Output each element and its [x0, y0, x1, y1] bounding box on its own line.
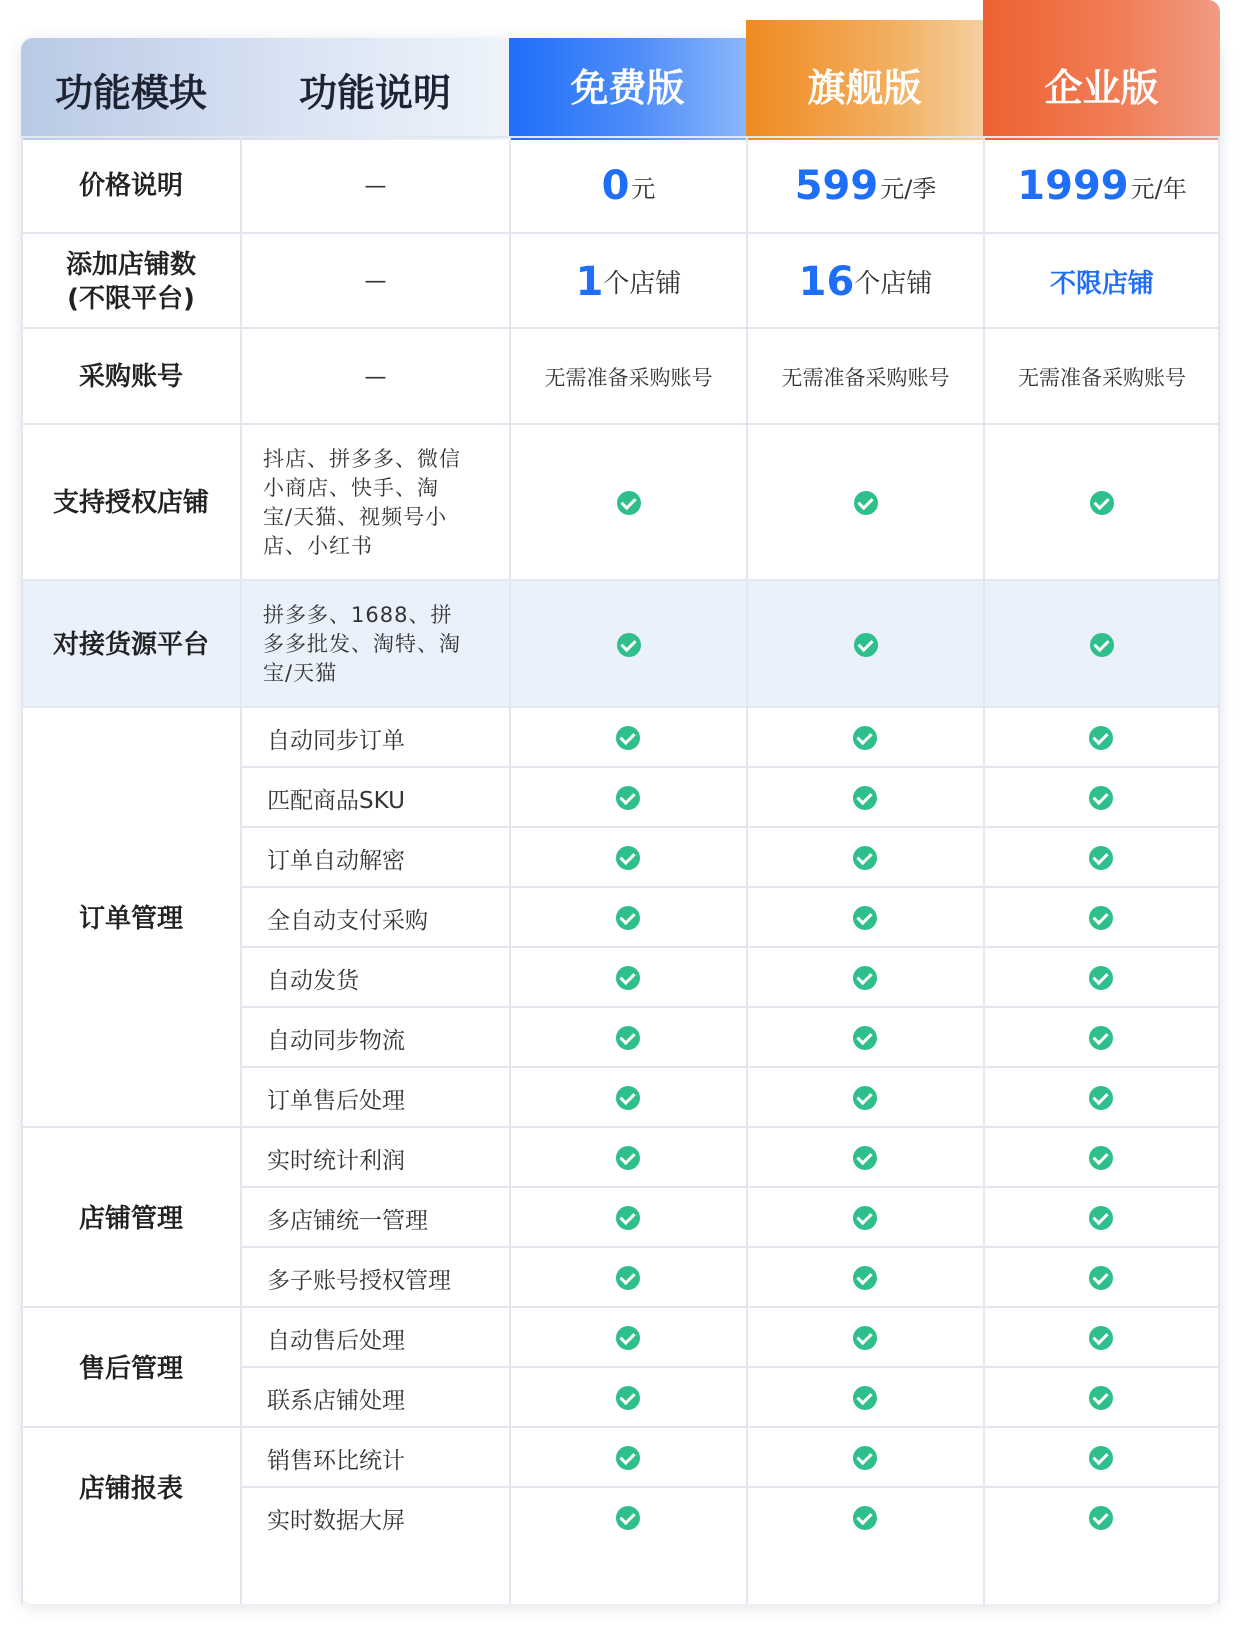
feature-flagship	[746, 888, 983, 948]
feature-name: 自动售后处理	[267, 1327, 405, 1354]
auth-desc-text: 抖店、拼多多、微信 小商店、快手、淘 宝/天猫、视频号小 店、小红书	[263, 447, 461, 558]
shops-enterprise	[984, 234, 1220, 329]
check-circle-icon	[853, 1146, 877, 1170]
check-circle-icon	[616, 966, 640, 990]
check-circle-icon	[616, 1146, 640, 1170]
account-text: 无需准备采购账号	[781, 366, 950, 390]
feature-enterprise	[983, 1068, 1219, 1128]
feature-flagship	[746, 948, 983, 1008]
feature-enterprise	[983, 1008, 1219, 1068]
check-circle-icon	[616, 1206, 640, 1230]
check-circle-icon	[616, 1386, 640, 1410]
feature-free	[509, 1368, 746, 1428]
row-desc	[241, 425, 510, 581]
check-circle-icon	[853, 1386, 877, 1410]
check-circle-icon	[1089, 1326, 1113, 1350]
feature-row	[241, 1366, 1220, 1428]
auth-enterprise	[984, 425, 1220, 581]
feature-name: 订单自动解密	[267, 847, 405, 874]
account-flagship	[747, 329, 984, 425]
feature-enterprise	[983, 1308, 1219, 1368]
row-desc	[241, 234, 510, 329]
feature-name: 匹配商品SKU	[267, 787, 405, 814]
account-enterprise	[984, 329, 1220, 425]
feature-free	[509, 1248, 746, 1308]
check-circle-icon	[853, 966, 877, 990]
check-circle-icon	[853, 1026, 877, 1050]
feature-flagship	[746, 1248, 983, 1308]
price-free	[510, 138, 747, 234]
check-circle-icon	[1089, 1506, 1113, 1530]
feature-flagship	[746, 1008, 983, 1068]
plan-header-free[interactable]	[509, 38, 746, 140]
feature-row	[241, 1246, 1220, 1308]
plan-header-enterprise[interactable]	[983, 0, 1220, 140]
check-circle-icon	[1089, 1386, 1113, 1410]
check-circle-icon	[1090, 633, 1114, 657]
feature-free	[509, 1128, 746, 1188]
group-label: 订单管理	[78, 903, 183, 934]
shops-free	[510, 234, 747, 329]
check-circle-icon	[616, 1266, 640, 1290]
source-desc-text: 拼多多、1688、拼 多多批发、淘特、淘 宝/天猫	[263, 603, 461, 685]
feature-flagship	[746, 828, 983, 888]
price-value: 1999	[1017, 163, 1129, 209]
price-value: 599	[794, 163, 879, 209]
auth-flagship	[747, 425, 984, 581]
feature-name: 多店铺统一管理	[267, 1207, 428, 1234]
check-circle-icon	[616, 726, 640, 750]
plan-name-flagship: 旗舰版	[807, 66, 922, 110]
row-label: 采购账号	[78, 362, 183, 392]
feature-enterprise	[983, 948, 1219, 1008]
row-account	[21, 327, 1220, 425]
feature-flagship	[746, 1308, 983, 1368]
check-circle-icon	[616, 1026, 640, 1050]
check-circle-icon	[1089, 1206, 1113, 1230]
header-description: 功能说明	[298, 70, 451, 115]
shop-count: 16	[798, 258, 855, 305]
feature-flagship	[746, 1188, 983, 1248]
feature-name: 订单售后处理	[267, 1087, 405, 1114]
account-free	[510, 329, 747, 425]
feature-name: 实时数据大屏	[267, 1507, 405, 1534]
feature-name: 自动同步物流	[267, 1027, 405, 1054]
auth-free	[510, 425, 747, 581]
shops-flagship	[747, 234, 984, 329]
feature-name: 自动发货	[267, 967, 359, 994]
source-flagship	[747, 581, 984, 708]
row-label: 价格说明	[78, 171, 183, 201]
feature-free	[509, 1488, 746, 1548]
feature-row	[241, 1186, 1220, 1248]
feature-flagship	[746, 1488, 983, 1548]
price-value: 0	[601, 163, 630, 209]
check-circle-icon	[617, 633, 641, 657]
check-circle-icon	[853, 726, 877, 750]
feature-row	[241, 826, 1220, 888]
check-circle-icon	[1089, 1446, 1113, 1470]
feature-free	[509, 948, 746, 1008]
plan-name-free: 免费版	[570, 66, 685, 110]
check-circle-icon	[853, 846, 877, 870]
feature-free	[509, 888, 746, 948]
check-circle-icon	[616, 846, 640, 870]
dash: —	[364, 269, 387, 294]
source-free	[510, 581, 747, 708]
shop-unit: 个店铺	[854, 269, 933, 299]
divider	[240, 136, 242, 1604]
check-circle-icon	[617, 491, 641, 515]
check-circle-icon	[853, 1206, 877, 1230]
feature-row	[241, 1306, 1220, 1368]
row-desc	[241, 138, 510, 234]
plan-name-enterprise: 企业版	[1044, 66, 1159, 110]
feature-flagship	[746, 1368, 983, 1428]
row-label: 对接货源平台	[52, 629, 209, 660]
feature-enterprise	[983, 1128, 1219, 1188]
feature-enterprise	[983, 768, 1219, 828]
price-unit: 元/季	[880, 174, 937, 203]
check-circle-icon	[1089, 1026, 1113, 1050]
group-label: 店铺管理	[78, 1203, 183, 1234]
divider	[21, 136, 23, 1604]
feature-enterprise	[983, 1428, 1219, 1488]
header-left	[21, 38, 509, 140]
row-source-platforms	[21, 579, 1220, 708]
feature-enterprise	[983, 1488, 1219, 1548]
row-label: 添加店铺数 (不限平台)	[65, 249, 196, 314]
check-circle-icon	[616, 1326, 640, 1350]
feature-row	[241, 946, 1220, 1008]
feature-name: 自动同步订单	[267, 727, 405, 754]
check-circle-icon	[853, 1086, 877, 1110]
feature-row	[241, 706, 1220, 768]
price-unit: 元	[631, 174, 656, 203]
divider	[746, 136, 748, 1604]
price-enterprise	[984, 138, 1220, 234]
check-circle-icon	[853, 1266, 877, 1290]
source-enterprise	[984, 581, 1220, 708]
check-circle-icon	[1089, 966, 1113, 990]
check-circle-icon	[1089, 1146, 1113, 1170]
check-circle-icon	[1089, 726, 1113, 750]
feature-enterprise	[983, 1188, 1219, 1248]
check-circle-icon	[1089, 906, 1113, 930]
feature-name: 联系店铺处理	[267, 1387, 405, 1414]
check-circle-icon	[853, 1446, 877, 1470]
shop-unit: 个店铺	[603, 269, 682, 299]
feature-name: 销售环比统计	[267, 1447, 405, 1474]
check-circle-icon	[1089, 786, 1113, 810]
check-circle-icon	[854, 633, 878, 657]
feature-flagship	[746, 708, 983, 768]
feature-row	[241, 1426, 1220, 1488]
header-module: 功能模块	[54, 70, 207, 115]
feature-enterprise	[983, 828, 1219, 888]
check-circle-icon	[854, 491, 878, 515]
feature-free	[509, 1428, 746, 1488]
feature-row	[241, 766, 1220, 828]
feature-free	[509, 828, 746, 888]
feature-enterprise	[983, 1248, 1219, 1308]
feature-free	[509, 1008, 746, 1068]
plan-header-flagship[interactable]	[746, 20, 983, 140]
feature-enterprise	[983, 888, 1219, 948]
divider	[983, 136, 985, 1604]
check-circle-icon	[616, 786, 640, 810]
feature-row	[241, 886, 1220, 948]
feature-row	[241, 1006, 1220, 1068]
check-circle-icon	[1089, 1086, 1113, 1110]
row-desc	[241, 329, 510, 425]
feature-flagship	[746, 1428, 983, 1488]
price-flagship	[747, 138, 984, 234]
feature-flagship	[746, 768, 983, 828]
group-label: 店铺报表	[78, 1473, 183, 1504]
account-text: 无需准备采购账号	[544, 366, 713, 390]
feature-row	[241, 1066, 1220, 1128]
row-auth-shops	[21, 423, 1220, 581]
feature-enterprise	[983, 708, 1219, 768]
feature-row	[241, 1486, 1220, 1548]
feature-free	[509, 768, 746, 828]
check-circle-icon	[616, 1446, 640, 1470]
feature-name: 实时统计利润	[267, 1147, 405, 1174]
shop-unlimited: 不限店铺	[1049, 269, 1154, 299]
dash: —	[364, 173, 387, 199]
divider	[1218, 136, 1220, 1604]
feature-name: 多子账号授权管理	[267, 1267, 451, 1294]
divider	[509, 136, 511, 1604]
check-circle-icon	[853, 906, 877, 930]
check-circle-icon	[1089, 846, 1113, 870]
feature-free	[509, 1188, 746, 1248]
shop-count: 1	[575, 258, 604, 305]
feature-free	[509, 708, 746, 768]
feature-flagship	[746, 1068, 983, 1128]
check-circle-icon	[616, 906, 640, 930]
feature-free	[509, 1068, 746, 1128]
price-unit: 元/年	[1130, 174, 1187, 203]
dash: —	[364, 364, 387, 390]
row-desc	[241, 581, 510, 708]
feature-name: 全自动支付采购	[267, 907, 428, 934]
row-label: 支持授权店铺	[52, 488, 209, 518]
check-circle-icon	[616, 1506, 640, 1530]
check-circle-icon	[853, 1506, 877, 1530]
check-circle-icon	[853, 1326, 877, 1350]
account-text: 无需准备采购账号	[1018, 366, 1186, 390]
row-price	[21, 136, 1220, 234]
check-circle-icon	[1090, 491, 1114, 515]
feature-row	[241, 1126, 1220, 1188]
feature-free	[509, 1308, 746, 1368]
group-label: 售后管理	[78, 1353, 183, 1384]
check-circle-icon	[1089, 1266, 1113, 1290]
check-circle-icon	[853, 786, 877, 810]
feature-enterprise	[983, 1368, 1219, 1428]
row-shops	[21, 232, 1220, 329]
feature-flagship	[746, 1128, 983, 1188]
check-circle-icon	[616, 1086, 640, 1110]
